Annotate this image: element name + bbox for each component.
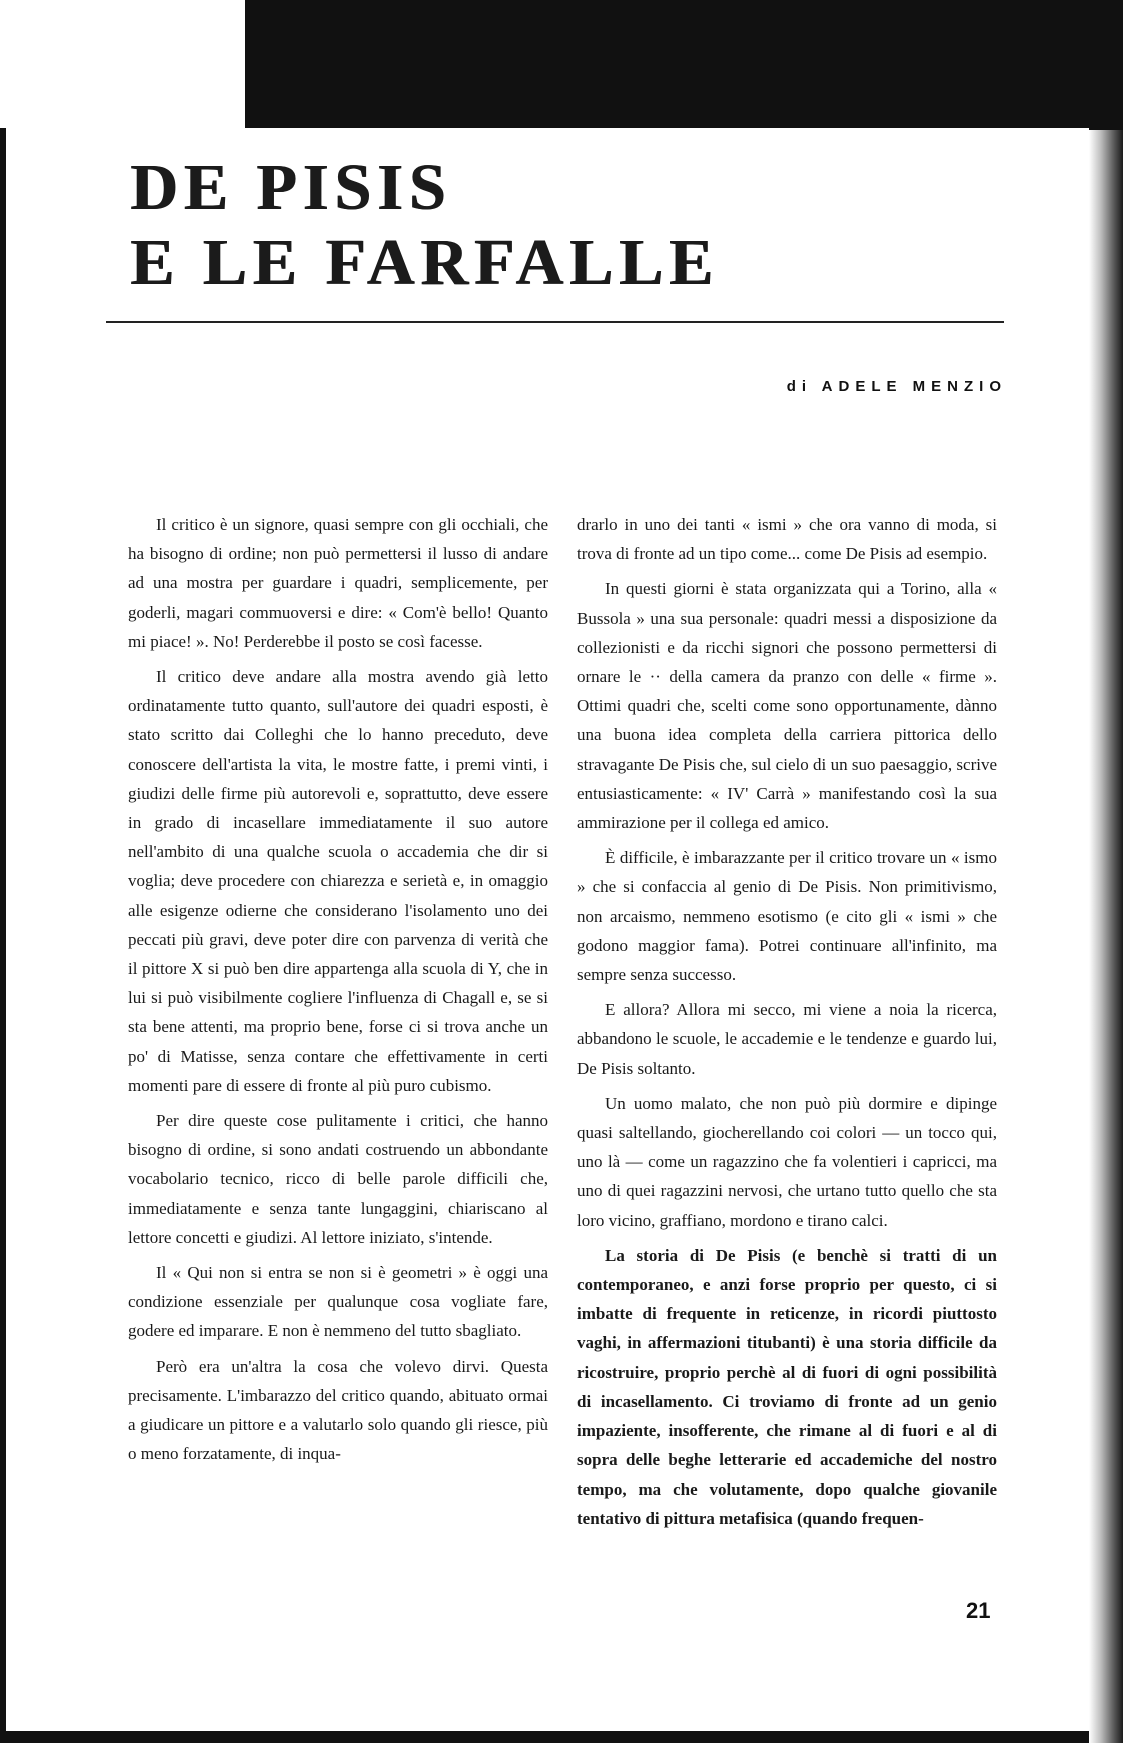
bottom-black-border (0, 1731, 1123, 1743)
title-divider (106, 321, 1004, 323)
paragraph: Però era un'altra la cosa che volevo dirvi. Questa precisamente. L'imbarazzo del critico quando, abituato ormai a giudicare un pittore e a valutarlo solo quando gli riesce, più o meno forzatamente, di inqua- (128, 1356, 548, 1464)
paragraph: Il critico è un signore, quasi sempre con gli occhiali, che ha bisogno di ordine; non può permettersi il lusso di andare ad una mostra per guardare i quadri, semplicemente, per goderli, magari commuoversi e dire: « Com'è bello! Quanto mi piace! ». No! Perderebbe il posto se così facesse. (128, 515, 548, 651)
text-column-left (128, 510, 548, 1610)
right-page-shadow (1089, 130, 1123, 1743)
paragraph: drarlo in uno dei tanti « ismi » che ora vanno di moda, si trova di fronte ad un tipo come... come De Pisis ad esempio. (577, 515, 997, 564)
paragraph: È difficile, è imbarazzante per il critico trovare un « ismo » che si confaccia al genio di De Pisis. Non primitivismo, non arcaismo, nemmeno esotismo (e cito gli « ismi » che godono maggior fama). Potrei continuare all'infinito, ma sempre senza successo. (577, 848, 997, 985)
paragraph: La storia di De Pisis (e benchè si tratti di un contemporaneo, e anzi forse proprio per questo, ci si imbatte di frequente in reticenze, in ricordi piuttosto vaghi, in affermazioni titubanti) è una storia difficile da ricostruire, proprio perchè al di fuori di ogni possibilità di incasellamento. Ci troviamo di fronte ad un genio impaziente, insofferente, che rimane al di fuori e al di sopra delle beghe letterarie ed accademiche del nostro tempo, ma che volutamente, dopo qualche giovanile tentativo di pittura metafisica (quando frequen- (577, 1245, 997, 1528)
page-number: 21 (966, 1598, 991, 1623)
paragraph: E allora? Allora mi secco, mi viene a noia la ricerca, abbandono le scuole, le accademie e le tendenze e guardo lui, De Pisis soltanto. (577, 1000, 997, 1078)
paragraph: Il critico deve andare alla mostra avendo già letto ordinatamente tutto quanto, sull'autore dei quadri esposti, è stato scritto dai Colleghi che lo hanno preceduto, deve conoscere dell'artista la vita, le mostre fatte, i premi vinti, i giudizi delle firme più autorevoli e, soprattutto, deve essere in grado di incasellare immediatamente il suo autore nell'ambito di una qualche scuola o accademia che dir si voglia; deve procedere con chiarezza e serietà e, in omaggio alle esigenze odierne che considerano l'isolamento uno dei peccati più gravi, deve poter dire con parvenza di verità che il pittore X si può ben dire appartenga alla scuola di Y, che in lui si può visibilmente cogliere l'influenza di Chagall e, se si sta bene attenti, ma proprio bene, forse ci si trova anche un po' di Matisse, senza contare che effettivamente in certi momenti pare di essere di fronte al più puro cubismo. (128, 667, 548, 1095)
text-column-right (577, 510, 997, 1610)
author-byline: di ADELE MENZIO (786, 378, 1007, 395)
paragraph: Il « Qui non si entra se non si è geometri » è oggi una condizione essenziale per qualunque cosa vogliate fare, godere ed imparare. E non è nemmeno del tutto sbagliato. (128, 1263, 548, 1341)
article-title-line-1: DE PISIS (130, 151, 452, 224)
paragraph: In questi giorni è stata organizzata qui a Torino, alla « Bussola » una sua personale: quadri messi a disposizione da collezionisti e da ricchi signori che possono permettersi di ornare le ·· della camera da pranzo con delle « firme ». Ottimi quadri che, scelti come sono opportunamente, dànno una buona idea completa della carriera pittorica dello stravagante De Pisis che, sul cielo di un suo paesaggio, scrive entusiasticamente: « IV' Carrà » manifestando così la sua ammirazione per il collega ed amico. (577, 579, 997, 833)
paragraph: Un uomo malato, che non può più dormire e dipinge quasi saltellando, giocherellando coi colori — un tocco qui, uno là — come un ragazzino che fa volentieri i capricci, ma uno di quei ragazzini nervosi, che urtano tutto quello che sta loro vicino, graffiano, mordono e tirano calci. (577, 1093, 997, 1230)
article-title-line-2: E LE FARFALLE (130, 226, 719, 299)
paragraph: Per dire queste cose pulitamente i critici, che hanno bisogno di ordine, si sono andati costruendo un abbondante vocabolario tecnico, ricco di belle parole difficili che, immediatamente e senza tante lungaggini, chiariscano al lettore concetti e giudizi. Al lettore iniziato, s'intende. (128, 1111, 548, 1247)
